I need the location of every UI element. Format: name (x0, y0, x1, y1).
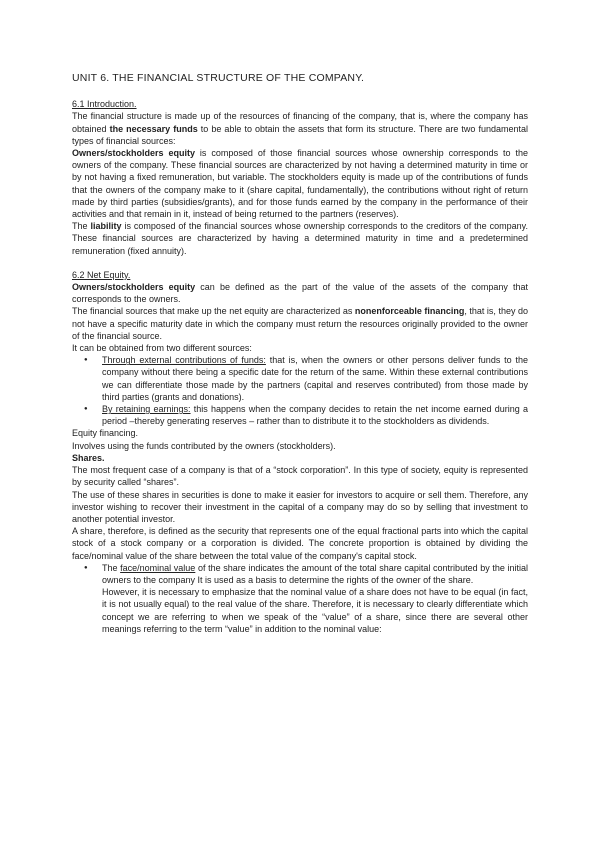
text: , that is, they do not have a specific maturity date in which the company must return the resources originally provided to the owner of the financial source. (72, 306, 528, 341)
paragraph-owners-equity (72, 147, 528, 220)
underlined-text: face/nominal value (120, 562, 196, 573)
section-heading-net-equity: 6.2 Net Equity. (72, 269, 131, 280)
list-item-nominal-value (102, 562, 528, 635)
bold-text: Shares. (72, 452, 105, 463)
paragraph-stock-corporation: The most frequent case of a company is that of a “stock corporation”. In this type of society, equity is represented by security called “shares”. (72, 465, 528, 488)
text: this happens when the company decides to retain the net income earned during a period –thereby generating reserves – rather than to distribute it to the stockholders as dividends. (102, 404, 528, 427)
text: is composed of the financial sources whose ownership corresponds to the creditors of the company. These financial sources are characterized by having a determined maturity in time and a predetermined remuneration (fixed annuity). (72, 221, 528, 256)
list-item-external-contributions (102, 354, 528, 403)
shares-heading (72, 452, 528, 464)
paragraph-equity-financing: Equity financing. (72, 428, 139, 439)
paragraph-equity-definition (72, 281, 528, 305)
section-heading-introduction: 6.1 Introduction. (72, 99, 137, 110)
spacer (72, 257, 528, 269)
paragraph-nominal-vs-real: However, it is necessary to emphasize that the nominal value of a share does not have to be equal (in fact, it is not usually equal) to the real value of the share. Therefore, it is necessary to clearly differentiate which concept we are referring to when we speak of the “value” of a share, since there are several other meanings referring to the term “value” in addition to the nominal value: (102, 587, 528, 634)
paragraph-involves-funds: Involves using the funds contributed by the owners (stockholders). (72, 440, 336, 451)
bold-text: Owners/stockholders equity (72, 282, 196, 293)
text: is composed of those financial sources whose ownership corresponds to the owners of the company. These financial sources are characterized by not having a determined maturity in time or by not having a fixed remuneration, but variable. The stockholders equity is made up of the contributions of funds that the owners of the company make to it (share capital, fundamentally), the contributions without right of return made by third parties (subsidies/grants), and for those funds earned by the company in the performance of their activities and that remain in it, instead of being returned to the partners (reserves). (72, 148, 528, 220)
text: The financial sources that make up the net equity are characterized as (72, 306, 355, 317)
text: The (72, 221, 91, 232)
bold-text: nonenforceable financing (354, 306, 465, 317)
text: can be defined as the part of the value of the assets of the company that corresponds to the owners. (72, 282, 528, 305)
bold-text: Owners/stockholders equity (72, 148, 195, 159)
text: that is, when the owners or other persons deliver funds to the company without there being a specific date for the return of the same. Within these external contributions we can differentiate those made by the partners (capital and reserves contributed) from those made by third parties (grants and donations). (102, 355, 528, 402)
text: to be able to obtain the assets that form its structure. There are two fundamental types of financial sources: (72, 123, 528, 146)
bold-text: liability (90, 221, 122, 232)
paragraph-nonenforceable (72, 305, 528, 342)
nominal-value-list (72, 562, 528, 635)
bold-text: the necessary funds (109, 123, 198, 134)
paragraph-two-sources: It can be obtained from two different sources: (72, 343, 252, 354)
list-item-retaining-earnings (102, 403, 528, 427)
paragraph-liability (72, 220, 528, 257)
text: The financial structure is made up of the resources of financing of the company, that is, where the company has obtained (72, 111, 528, 134)
unit-title: UNIT 6. THE FINANCIAL STRUCTURE OF THE COMPANY. (72, 72, 365, 84)
underlined-text: By retaining earnings: (102, 404, 191, 415)
underlined-text: Through external contributions of funds: (102, 355, 266, 366)
paragraph-shares-securities: The use of these shares in securities is done to make it easier for investors to acquire or sell them. Therefore, any investor wishing to recover their investment in the capital of a company may do so by selling that investment to another potential investor. (72, 489, 528, 524)
sources-list (72, 354, 528, 427)
paragraph-financial-structure (72, 110, 528, 147)
paragraph-share-definition: A share, therefore, is defined as the security that represents one of the equal fractional parts into which the capital stock of a stock company or a corporation is divided. The concrete proportion is obtained by dividing the face/nominal value of the share between the total value of the company's capital stock. (72, 526, 528, 561)
text: The (102, 562, 121, 573)
text: of the share indicates the amount of the total share capital contributed by the initial owners to the company It is used as a basis to determine the rights of the owner of the share. (102, 562, 529, 585)
